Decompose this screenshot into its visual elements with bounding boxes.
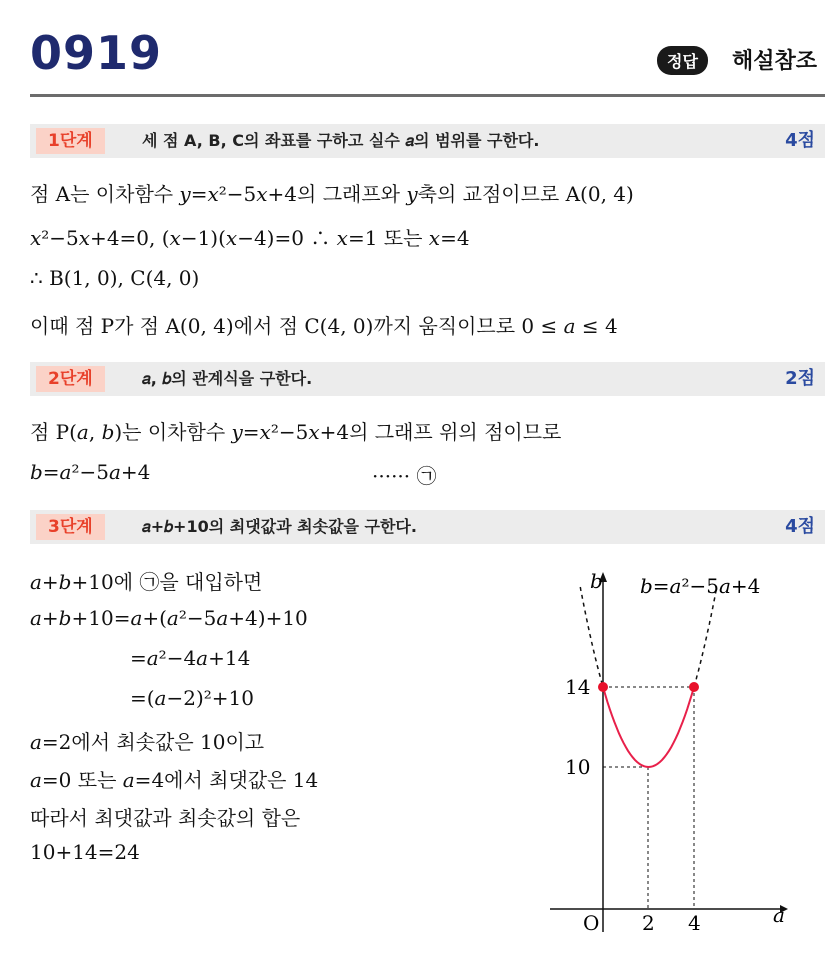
step-3-line-1: 𝑎+𝑏+10에 ㉠을 대입하면 [30, 570, 263, 594]
step-3-line-7: 따라서 최댓값과 최솟값의 합은 [30, 806, 301, 830]
step-2-title: 𝑎, 𝑏의 관계식을 구한다. [142, 369, 313, 388]
step-3-score: 4점 [785, 516, 815, 537]
answer-badge: 정답 [657, 46, 708, 75]
a-axis-label: 𝑎 [773, 903, 785, 927]
step-1-bar [30, 124, 825, 158]
step-1-score: 4점 [785, 130, 815, 151]
endpoint-a4 [689, 682, 699, 692]
step-3-line-4: =(𝑎−2)²+10 [130, 686, 254, 710]
curve-extension-left [580, 587, 603, 687]
step-3-line-6: 𝑎=0 또는 𝑎=4에서 최댓값은 14 [30, 768, 319, 792]
problem-number: 0919 [30, 26, 163, 80]
step-2-line-2: 𝑏=𝑎²−5𝑎+4 [30, 460, 151, 484]
step-1-line-1: 점 A는 이차함수 𝑦=𝑥²−5𝑥+4의 그래프와 𝑦축의 교점이므로 A(0, 4) [30, 182, 634, 206]
header-divider [30, 94, 825, 97]
step-1-tag: 1단계 [36, 128, 105, 154]
tick-14: 14 [565, 675, 591, 699]
step-3-line-8: 10+14=24 [30, 840, 140, 864]
step-3-title: 𝑎+𝑏+10의 최댓값과 최솟값을 구한다. [142, 517, 417, 536]
equation-marker: ······ ㉠ [372, 464, 437, 488]
step-3-tag: 3단계 [36, 514, 105, 540]
curve-extension-right [694, 587, 717, 687]
tick-4: 4 [688, 911, 701, 935]
step-1-line-3: ∴ B(1, 0), C(4, 0) [30, 266, 200, 290]
step-3-line-5: 𝑎=2에서 최솟값은 10이고 [30, 730, 265, 754]
step-1-title: 세 점 A, B, C의 좌표를 구하고 실수 𝑎의 범위를 구한다. [142, 131, 540, 150]
step-3-line-2: 𝑎+𝑏+10=𝑎+(𝑎²−5𝑎+4)+10 [30, 606, 308, 630]
origin-label: O [583, 911, 600, 935]
answer-label: 해설참조 [732, 49, 818, 74]
tick-10: 10 [565, 755, 591, 779]
step-1-line-2: 𝑥²−5𝑥+4=0, (𝑥−1)(𝑥−4)=0 ∴ 𝑥=1 또는 𝑥=4 [30, 226, 470, 250]
parabola-graph [540, 560, 830, 940]
step-1-line-4: 이때 점 P가 점 A(0, 4)에서 점 C(4, 0)까지 움직이므로 0 ≤ 𝑎 ≤ 4 [30, 314, 618, 338]
parabola-curve [603, 687, 694, 767]
step-2-line-1: 점 P(𝑎, 𝑏)는 이차함수 𝑦=𝑥²−5𝑥+4의 그래프 위의 점이므로 [30, 420, 562, 444]
endpoint-a0 [598, 682, 608, 692]
step-2-score: 2점 [785, 368, 815, 389]
step-2-bar [30, 362, 825, 396]
tick-2: 2 [642, 911, 655, 935]
b-axis-label: 𝑏 [590, 569, 603, 593]
step-2-tag: 2단계 [36, 366, 105, 392]
step-3-line-3: =𝑎²−4𝑎+14 [130, 646, 251, 670]
curve-label: 𝑏=𝑎²−5𝑎+4 [640, 574, 761, 598]
step-3-bar [30, 510, 825, 544]
